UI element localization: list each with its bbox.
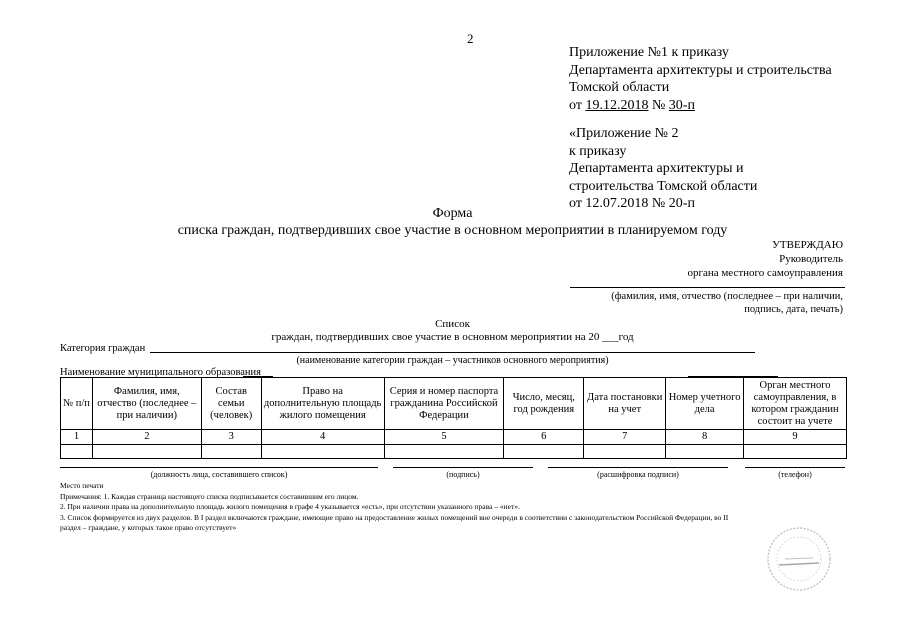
table-empty-row (61, 445, 847, 459)
appendix-2-line3: Департамента архитектуры и (569, 161, 744, 176)
appendix-1-no-prefix: № (648, 97, 669, 113)
decoding-signature-line (548, 467, 728, 468)
signature-line (393, 467, 533, 468)
approval-caption-line2: подпись, дата, печать) (744, 304, 843, 315)
municipality-label: Наименование муниципального образования (60, 367, 261, 378)
signature-caption: (подпись) (446, 470, 480, 479)
note-4: раздел – граждане, у которых такое право отсутствует» (60, 523, 237, 532)
column-number-3: 3 (201, 430, 261, 445)
appendix-2-block (569, 125, 757, 213)
phone-signature-line (745, 467, 845, 468)
appendix-2-line5: от 12.07.2018 № 20-п (569, 196, 695, 211)
appendix-1-block (569, 44, 832, 114)
approval-block (687, 238, 843, 280)
empty-cell (666, 445, 744, 459)
empty-cell (584, 445, 666, 459)
column-number-9: 9 (744, 430, 847, 445)
appendix-2-line1: «Приложение № 2 (569, 126, 679, 141)
note-2: 2. При наличии права на дополнительную площадь жилого помещения в графе 4 указывается «есть», при отсутствии указанного права – «нет». (60, 502, 520, 511)
notes-block (60, 481, 728, 534)
note-1: Примечания: 1. Каждая страница настоящего списка подписывается составившим его лицом. (60, 491, 359, 501)
approve-position: Руководитель (779, 253, 843, 265)
column-number-8: 8 (666, 430, 744, 445)
list-subtitle: граждан, подтвердивших свое участие в основном мероприятии на 20 ___год (271, 331, 634, 343)
page-number: 2 (467, 31, 474, 46)
header-family-size: Состав семьи (человек) (201, 378, 261, 430)
empty-cell (261, 445, 384, 459)
phone-caption: (телефон) (778, 470, 812, 479)
approve-heading: УТВЕРЖДАЮ (772, 239, 843, 251)
header-passport: Серия и номер паспорта гражданина Российской Федерации (384, 378, 504, 430)
header-additional-area: Право на дополнительную площадь жилого помещения (261, 378, 384, 430)
empty-cell (61, 445, 93, 459)
appendix-1-line1: Приложение №1 к приказу (569, 45, 729, 60)
empty-cell (504, 445, 584, 459)
approve-organ: органа местного самоуправления (687, 267, 843, 279)
category-label: Категория граждан (60, 343, 146, 354)
column-number-1: 1 (61, 430, 93, 445)
approval-caption-line1: (фамилия, имя, отчество (последнее – при наличии, (611, 291, 843, 302)
header-local-authority: Орган местного самоуправления, в котором гражданин состоит на учете (744, 378, 847, 430)
column-number-7: 7 (584, 430, 666, 445)
empty-cell (384, 445, 504, 459)
header-registration-date: Дата постановки на учет (584, 378, 666, 430)
note-3: 3. Список формируется из двух разделов. В I раздел включаются граждане, имеющие право на предоставление жилых помещений вне очереди в соответствии с законодательством Российской Федерации, во II (60, 512, 729, 522)
column-number-2: 2 (92, 430, 201, 445)
header-birth-date: Число, месяц, год рождения (504, 378, 584, 430)
empty-cell (744, 445, 847, 459)
header-full-name: Фамилия, имя, отчество (последнее – при наличии) (92, 378, 201, 430)
appendix-1-line2: Департамента архитектуры и строительства (569, 62, 832, 78)
official-stamp-mark (765, 525, 833, 593)
list-title: Список (435, 318, 470, 330)
appendix-2-line2: к приказу (569, 143, 627, 159)
position-signature-line (60, 467, 378, 468)
appendix-2-line4: строительства Томской области (569, 178, 758, 194)
column-number-4: 4 (261, 430, 384, 445)
table-header-row (61, 378, 847, 430)
category-caption: (наименование категории граждан – участников основного мероприятия) (296, 355, 609, 366)
approval-caption (611, 290, 843, 316)
category-fill-line (150, 352, 755, 353)
header-number: № п/п (61, 378, 93, 430)
column-number-5: 5 (384, 430, 504, 445)
approval-signature-line (570, 287, 845, 288)
appendix-1-date: 19.12.2018 (585, 97, 649, 113)
stamp-place-label: Место печати (60, 481, 104, 490)
form-title: Форма (432, 206, 473, 221)
form-subtitle: списка граждан, подтвердивших свое участие в основном мероприятии в планируемом году (177, 223, 728, 238)
appendix-1-date-prefix: от (569, 97, 586, 113)
appendix-1-date-line (569, 97, 832, 115)
citizens-table (60, 377, 847, 459)
appendix-1-number: 30-п (668, 97, 695, 113)
decoding-caption: (расшифровка подписи) (597, 470, 679, 479)
empty-cell (201, 445, 261, 459)
header-case-number: Номер учетного дела (666, 378, 744, 430)
appendix-1-line3: Томской области (569, 80, 670, 95)
empty-cell (92, 445, 201, 459)
column-number-6: 6 (504, 430, 584, 445)
position-caption: (должность лица, составившего список) (150, 470, 288, 479)
table-number-row (61, 430, 847, 445)
